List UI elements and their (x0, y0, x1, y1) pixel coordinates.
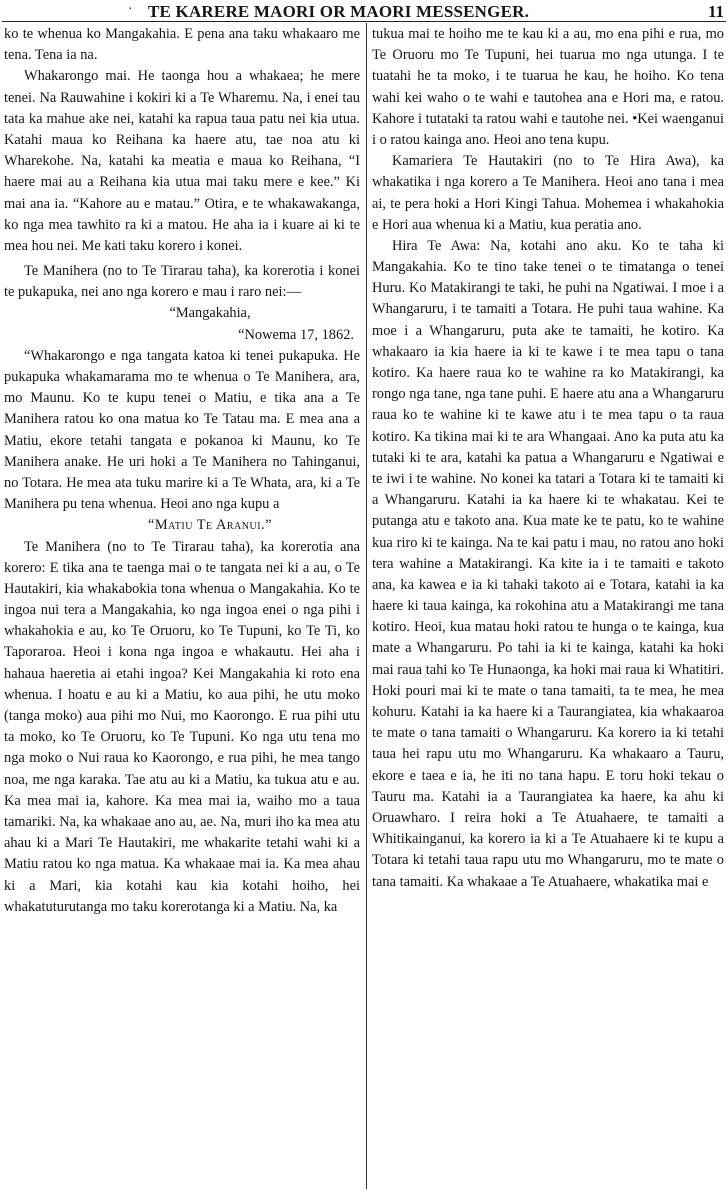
header-rule (2, 21, 726, 22)
header-dot: · (128, 2, 133, 17)
paragraph: Hira Te Awa: Na, kotahi ano aku. Ko te taha ki Mangakahia. Ko te tino take tenei o te timatanga o tenei Huru. Ko Matakirangi te taki, he puhi na Ngatiwai. I moe i a Whangaruru, i te tamaiti a Totara. He puhi taua wahine. Ka moe i a Whangaruru, puta ake te tamaiti, he kotiro. Ka whakaaro ia kia haere ia ki te kawe i te mea tapu o tana kotiro. Ka haere raua ko te wahine ra ko Matakirangi, ka rongo nga tane, nga tane puhi. E haere atu ana a Whangaruru raua ko te wahine ki te kawe atu i te mea tapu o ta raua kotiro. Ka tikina mai ki te ara Whangaai. Ano ka puta atu ka tutaki ki te ara, katahi ka patua a Whangaruru e Ngatiwai e te iwi i te wahine. No konei ka tatari a Totara ki te tamaiti ki a Whangaruru. Katahi ia ka haere ki te whakatau. Kei te putanga atu e takoto ana. Kua mate ke te patu, ko te wahine kua riro ki te kainga. Na te kai patu i mau, no ratou ano hoki tera wahine a Matakirangi. Ka kite ia i te tamaiti e takoto ana, ka kawea e ia ki tahaki takoto ai e Totara, katahi ia ka haere ki taua kainga, ka rokohina atu a Matakirangi me tana kotiro. Heoi, kua matau hoki ratou te hunga o te kainga, kua mate a Whangaruru. Po tahi ia ki te kainga, katahi ka hoki mai raua tahi ko Te Hunaonga, ka hoki mai raua ki Whatitiri. Hoki pouri mai ki te mate o tana tamaiti, ta te mea, he mea kohuru. Katahi ia ka haere ki a Taurangiatea, kia whakaaroa te mate o tana tamaiti o Whangaruru. Ka korero ia ki tetahi taua hei rapu utu mo Whangaruru. Ka whakaaro a Tauru, ekore e taea e ia, he iti no tana hapu. E toru hoki tekau o Tauru ma. Katahi ia a Taurangiatea ka haere, ka ahu ki Oruawharo. I reira hoki a Te Atuahaere, te tamaiti a Whitikainganui, ka korero ia ki a Te Atuahaere ki te kupu a Totara ki tetahi taua rapu utu mo Whangaruru, mo te mate o tana tamaiti. Ka whakaae a Te Atuahaere, whakatika mai e (372, 237, 724, 890)
paragraph: tukua mai te hoiho me te kau ki a au, mo ena pihi e rua, mo Te Oruoru mo Te Tupuni, hei tuarua mo nga utunga. I te tuatahi he ta moko, i te tuarua he kau, he hoiho. Ko tena wahi kei waho o te wahi e tautohea ana e Hori ma, e ratou. Kahore i tutataki ta ratou wahi e tautohe nei. •Kei waenganui i o ratou kainga ano. Heoi ano tena kupu. (372, 26, 724, 148)
paragraph: Te Manihera (no to Te Tirarau taha), ka korerotia ana korero: E tika ana te taenga mai o te tangata nei ki a au, o Te Hautakiri, kia whakabokia tona whenua o Mangakahia. Ko te ingoa nui tera a Mangakahia, ko nga ingoa enei o nga pihi i whakahokia e au, ko Te Oruoru, ko Te Tupuni, ko Te Ti, ko Taporaroa. Heoi i kona nga ingoa e whakautu. Hei aha i hahaua haeretia ai etahi ingoa? Kei Mangakahia ki roto ena whenua. I hoatu e au ki a Matiu, ko aua pihi, he utu moko (tanga moko) aua pihi mo Nui, mo Kaorongo. E rua pihi utu ta moko, ko Te Oruoru, ko Te Tupuni. Ko nga utu tena mo nga moko o Nui raua ko Kaorongo, e rua pihi, he mea tango noa, me nga karaka. Tae atu au ki a Matiu, ka tukua atu e au. Ka mea mai ia, kahore. Ka mea mai ia, waiho mo a taua tamariki. Na, ka whakaae ano au, ae. Na, muri iho ka mea atu ahau ki a Mari Te Hautakiri, me whakarite tetahi wahi ki a Matiu ratou ko nga matua. Ka whakaae mai ia. Ka mea ahau ki a Mari, kia kotahi kau kia kotahi hoiho, hei whakatuturutanga mo taku korerotanga ki a Matiu. Na, ka (4, 538, 360, 915)
right-column (372, 24, 724, 893)
letter-place: “Mangakahia, (169, 305, 251, 322)
letter-date: “Nowema 17, 1862. (238, 326, 354, 343)
letter-body: “Whakarongo e nga tangata katoa ki tenei pukapuka. He pukapuka whakamarama mo te whenua o Te Manihera, ara, mo Maunu. Ko te kupu tenei o Matiu, e tika ana a Te Manihera ratou ko ona matua ko Te Tatau ma. E mea ana a Matiu, ekore tetahi tangata e pokanoa ki Maunu, ko Te Manihera anake. He uri hoki a Te Manihera no Tahinganui, no Totara. He mea ata tuku marire ki a Te Whata, ara, ki a Te Manihera pu tena whenua. Heoi ano nga kupu a (4, 347, 360, 513)
masthead-title: TE KARERE MAORI OR MAORI MESSENGER. (148, 2, 530, 21)
paragraph: Te Manihera (no to Te Tirarau taha), ka korerotia i konei te pukapuka, nei ano nga korero e mau i raro nei:— (4, 263, 360, 301)
paragraph: ko te whenua ko Mangakahia. E pena ana taku whakaaro me tena. Tena ia na. (4, 26, 360, 64)
paragraph: Kamariera Te Hautakiri (no to Te Hira Awa), ka whakatika i nga korero a Te Manihera. Heoi ano tana i mea ai, te pera hoki a Hori Kingi Tahua. Mohemea i whakahokia e Hori aua whenua ki a Matiu, kua peratia ano. (372, 153, 724, 233)
column-rule (366, 23, 367, 1189)
letter-signature: “Matiu Te Aranui.” (147, 517, 273, 534)
paragraph: Whakarongo mai. He taonga hou a whakaea; he mere tenei. Na Rauwahine i kokiri ki a Te Wharemu. Na, i enei tau tata ka mahue ake nei, katahi ka rapua taua patu nei kia utua. Katahi maua ko Reihana ka haere atu, tae noa atu ki Wharekohe. Na, katahi ka meatia e maua ko Reihana, “I haere mai au a Reihana kia utua mai taku mere e kee.” Ki mai ana ia. “Kahore au e matau.” Otira, e te whakawakanga, ko nga mea tawhito ra ki a matou. He aha ia i kuare ai ki te mea hou nei. Me kati taku korero i konei. (4, 68, 360, 254)
page-header (0, 2, 728, 22)
page-number: 11 (707, 2, 724, 21)
left-column (4, 24, 360, 918)
